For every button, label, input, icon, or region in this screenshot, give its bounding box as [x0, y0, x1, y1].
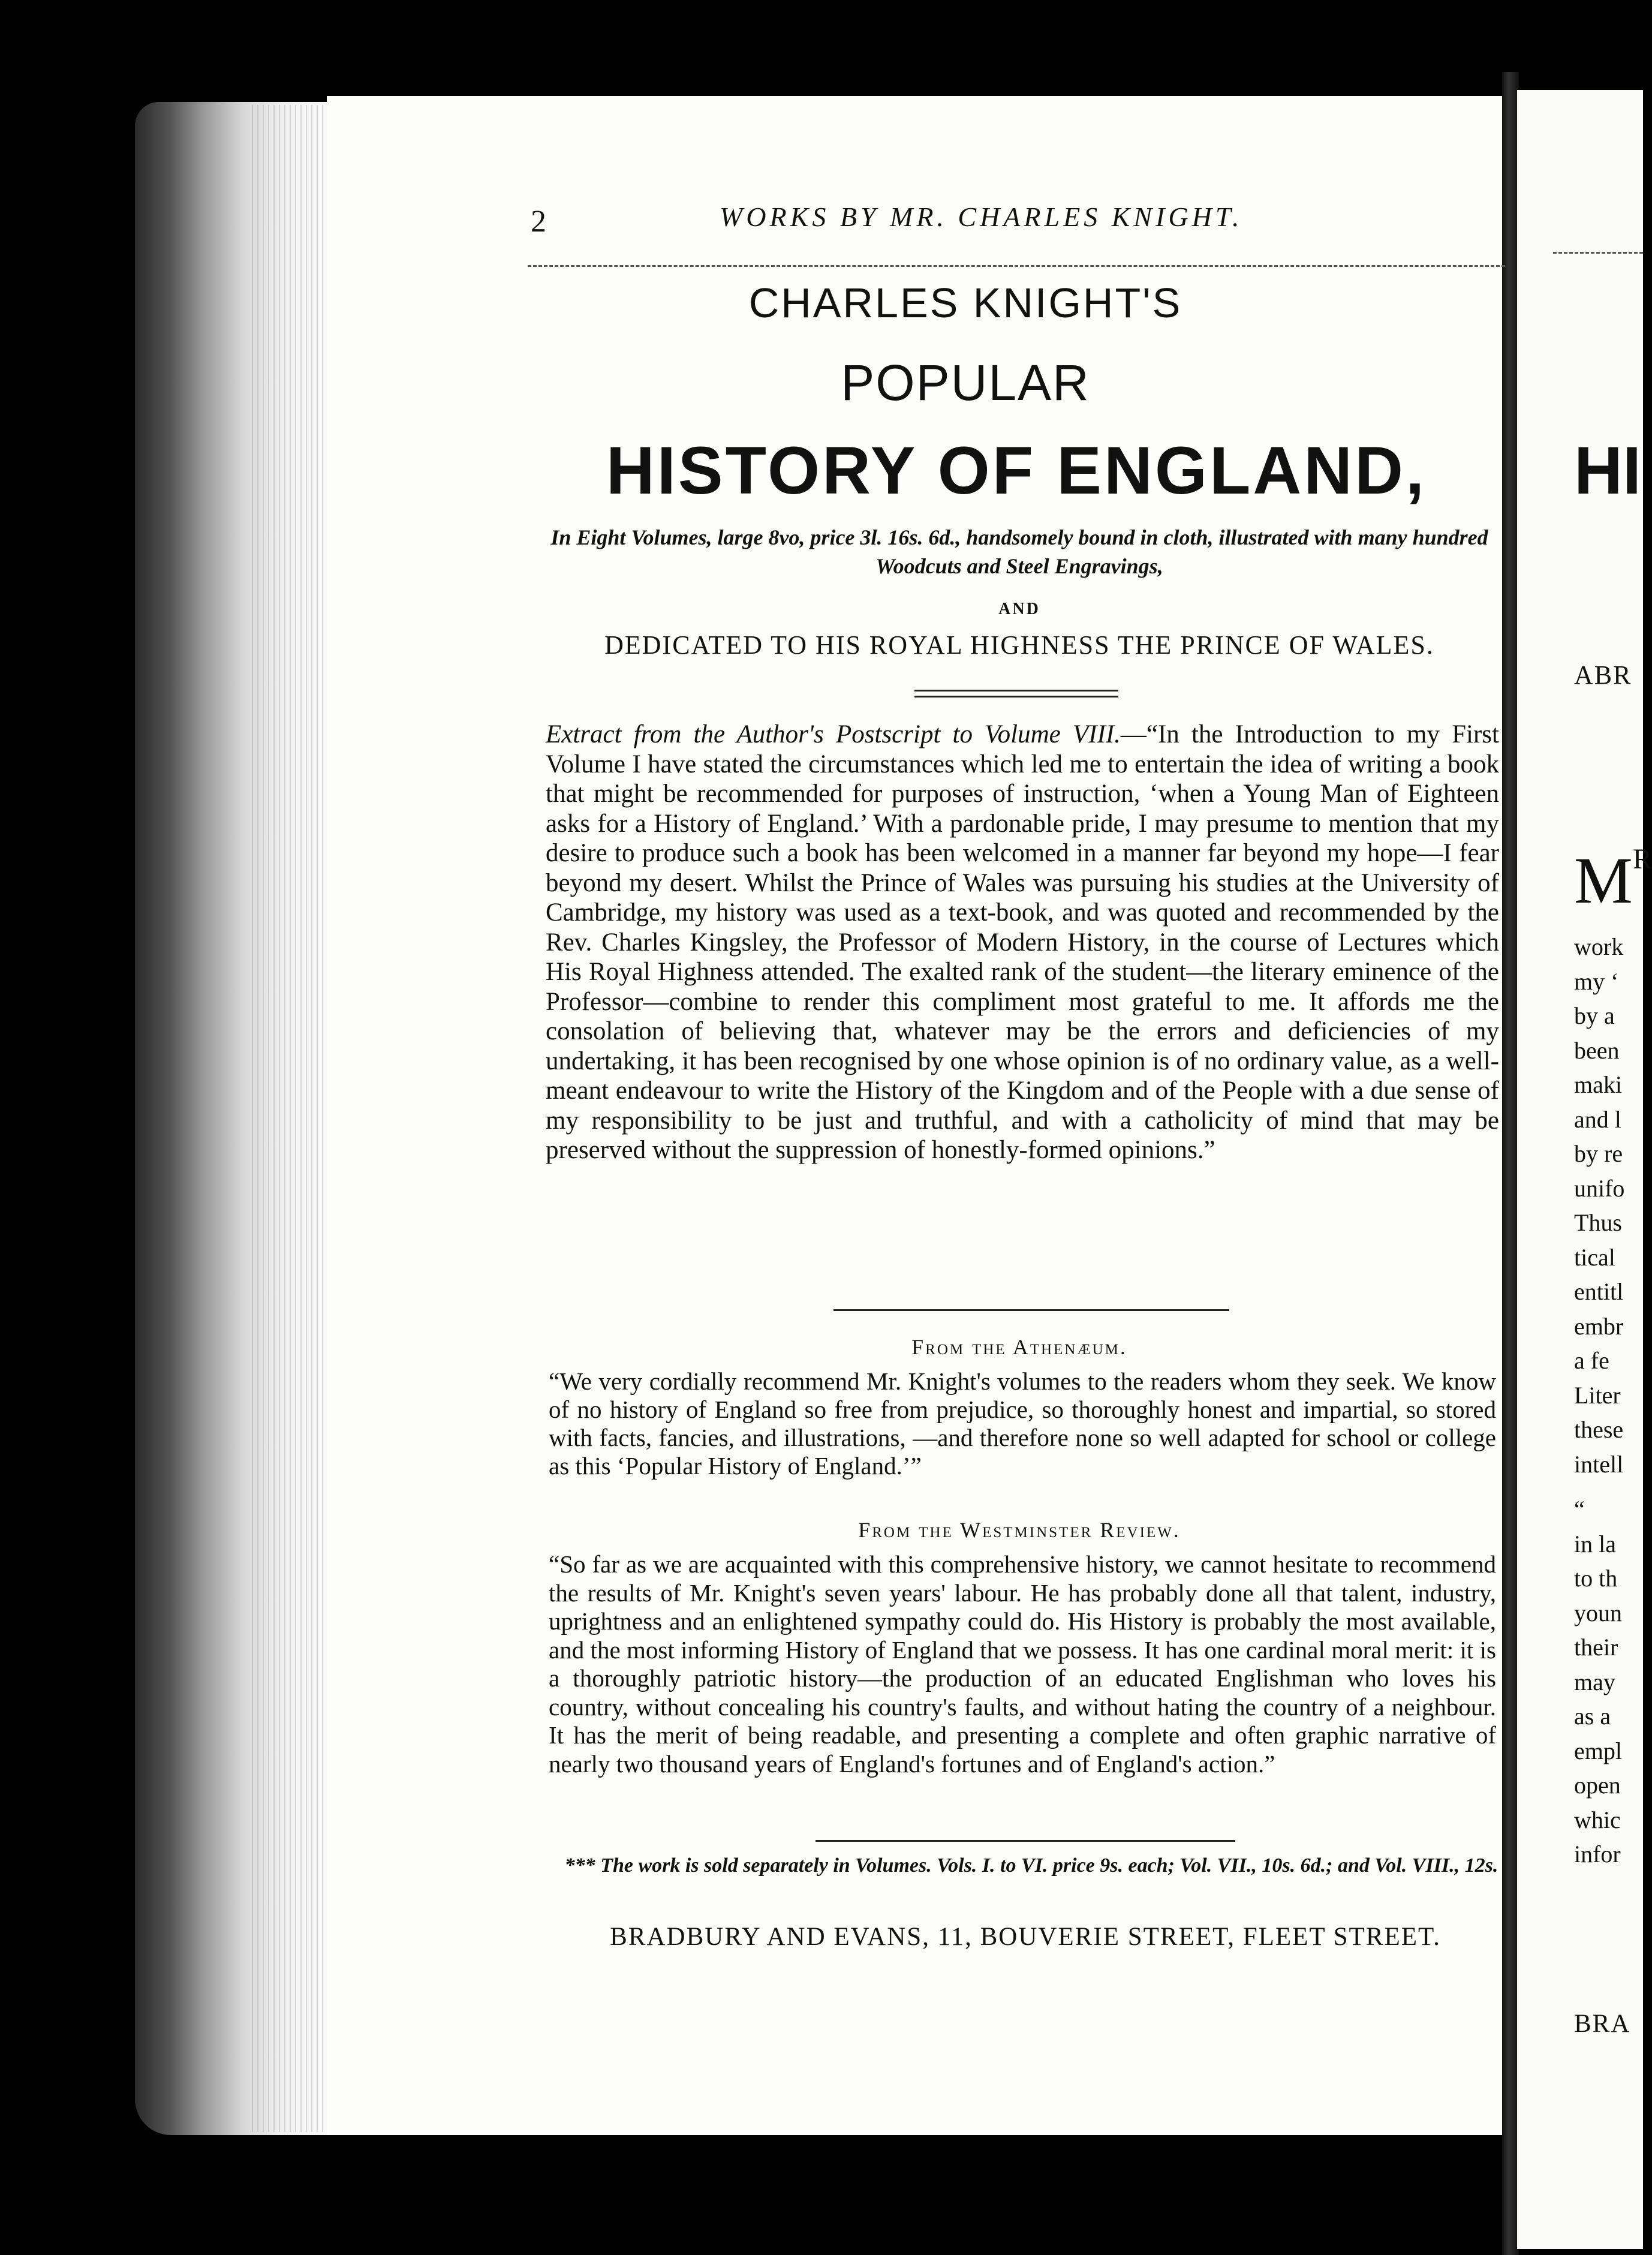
right-page-line-fragment: maki: [1574, 1071, 1622, 1098]
volumes-price-note: *** The work is sold separately in Volumes. Vols. I. to VI. price 9s. each; Vol. VII., 10s. 6d.; and Vol. VIII., 12s.: [564, 1854, 1498, 1877]
right-page-line-fragment: by a: [1574, 1002, 1615, 1029]
separator-double-top: [914, 690, 1118, 691]
running-title: WORKS BY MR. CHARLES KNIGHT.: [720, 202, 1243, 232]
right-page-line-fragment: whic: [1574, 1806, 1621, 1833]
dropcap-letter: M: [1574, 844, 1633, 917]
right-page-line-fragment: tical: [1574, 1243, 1615, 1271]
separator-double-bottom: [914, 696, 1118, 697]
right-page-abr-fragment: ABR: [1574, 660, 1632, 690]
right-page-line-fragment: embr: [1574, 1312, 1624, 1340]
extract-lead: Extract from the Author's Postscript to Volume VIII.: [546, 720, 1121, 748]
right-page-line-fragment: Thus: [1574, 1209, 1622, 1236]
athenaeum-quote: “We very cordially recommend Mr. Knight's volumes to the readers whom they seek. We know of no history of England so free from prejudice, so thoroughly honest and impartial, so stored with facts, fancies, and illustrations, —and therefore none so well adapted for school or college as this ‘Popular History of England.’”: [549, 1367, 1496, 1480]
separator-after-extract: [833, 1309, 1229, 1311]
right-page-line-fragment: their: [1574, 1634, 1618, 1661]
edition-description: In Eight Volumes, large 8vo, price 3l. 16s. 6d., handsomely bound in cloth, illustrated with many hundred Woodcuts and Steel Engravings,: [550, 525, 1488, 578]
dedication-line: DEDICATED TO HIS ROYAL HIGHNESS THE PRINCE OF WALES.: [604, 630, 1434, 660]
right-page-line-fragment: youn: [1574, 1599, 1622, 1626]
right-page-line-fragment: my ‘: [1574, 967, 1619, 995]
right-page-line-fragment: unifo: [1574, 1174, 1625, 1202]
and-conjunction: AND: [998, 600, 1040, 618]
book-page-edge-lines: [252, 105, 324, 2132]
title-line-author: CHARLES KNIGHT'S: [748, 279, 1182, 326]
right-page-line-fragment: empl: [1574, 1737, 1622, 1764]
right-page-dropcap: [1574, 843, 1652, 919]
page-number: 2: [531, 205, 546, 239]
right-page-line-fragment: been: [1574, 1036, 1620, 1064]
athenaeum-heading: From the Athenæum.: [911, 1335, 1127, 1359]
author-postscript-extract: [546, 720, 1499, 1165]
westminster-review-heading: From the Westminster Review.: [858, 1518, 1181, 1542]
right-page-bottom-fragment: BRA: [1574, 2010, 1631, 2038]
right-page-line-fragment: work: [1574, 933, 1624, 960]
dropcap-small-letter: R: [1632, 843, 1652, 875]
right-page-partial: [1517, 90, 1652, 2249]
separator-before-note: [816, 1840, 1235, 1842]
header-rule: [528, 265, 1505, 267]
right-page-line-fragments: [1574, 930, 1624, 1872]
right-page-line-fragment: intell: [1574, 1450, 1624, 1478]
right-page-line-fragment: “: [1574, 1496, 1585, 1523]
right-page-line-fragment: these: [1574, 1416, 1624, 1443]
right-page-line-fragment: to th: [1574, 1565, 1618, 1592]
right-page-line-fragment: as a: [1574, 1703, 1611, 1730]
right-page-line-fragment: a fe: [1574, 1347, 1609, 1374]
extract-body: —“In the Introduction to my First Volume I have stated the circumstances which led me to entertain the idea of writing a book that might be recommended for purposes of instruction, ‘when a Young Man of Eighteen asks for a History of England.’ With a pardonable pride, I may presume to mention that my desire to produce such a book has been welcomed in a manner far beyond my hope—I fear beyond my desert. Whilst the Prince of Wales was pursuing his studies at the University of Cambridge, my history was used as a text-book, and was quoted and recommended by the Rev. Charles Kingsley, the Professor of Modern History, in the course of Lectures which His Royal Highness attended. The exalted rank of the student—the literary eminence of the Professor—combine to render this compliment most grateful to me. It affords me the consolation of believing that, whatever may be the errors and deficiencies of my undertaking, it has been recognised by one whose opinion is of no ordinary value, as a well-meant endeavour to write the History of the Kingdom and of the People with a due sense of my responsibility to be just and truthful, and with a catholicity of mind that may be preserved without the suppression of honestly-formed opinions.”: [546, 720, 1499, 1164]
right-page-line-fragment: may: [1574, 1668, 1615, 1695]
westminster-review-quote: “So far as we are acquainted with this comprehensive history, we cannot hesitate to recommend the results of Mr. Knight's seven years' labour. He has probably done all that talent, industry, uprightness and an enlightened sympathy could do. His History is probably the most available, and the most informing History of England that we possess. It has one cardinal moral merit: it is a thoroughly patriotic history—the production of an educated Englishman who loves his country, without concealing his country's faults, and without hating the country of a neighbour. It has the merit of being readable, and presenting a complete and often graphic narrative of nearly two thousand years of England's fortunes and of England's action.”: [549, 1550, 1496, 1778]
right-page-line-fragment: and l: [1574, 1105, 1621, 1133]
right-page-line-fragment: Liter: [1574, 1381, 1621, 1409]
title-line-popular: POPULAR: [841, 354, 1090, 411]
right-page-line-fragment: open: [1574, 1772, 1621, 1799]
right-page-title-fragment: HI: [1574, 433, 1641, 508]
right-page-line-fragment: entitl: [1574, 1278, 1624, 1305]
right-page-line-fragment: infor: [1574, 1841, 1621, 1868]
right-page-line-fragment: by re: [1574, 1140, 1623, 1167]
publisher-imprint: BRADBURY AND EVANS, 11, BOUVERIE STREET, FLEET STREET.: [610, 1923, 1441, 1951]
right-page-header-rule: [1553, 252, 1643, 254]
title-line-history: HISTORY OF ENGLAND,: [606, 433, 1427, 508]
right-page-line-fragment: in la: [1574, 1530, 1616, 1558]
